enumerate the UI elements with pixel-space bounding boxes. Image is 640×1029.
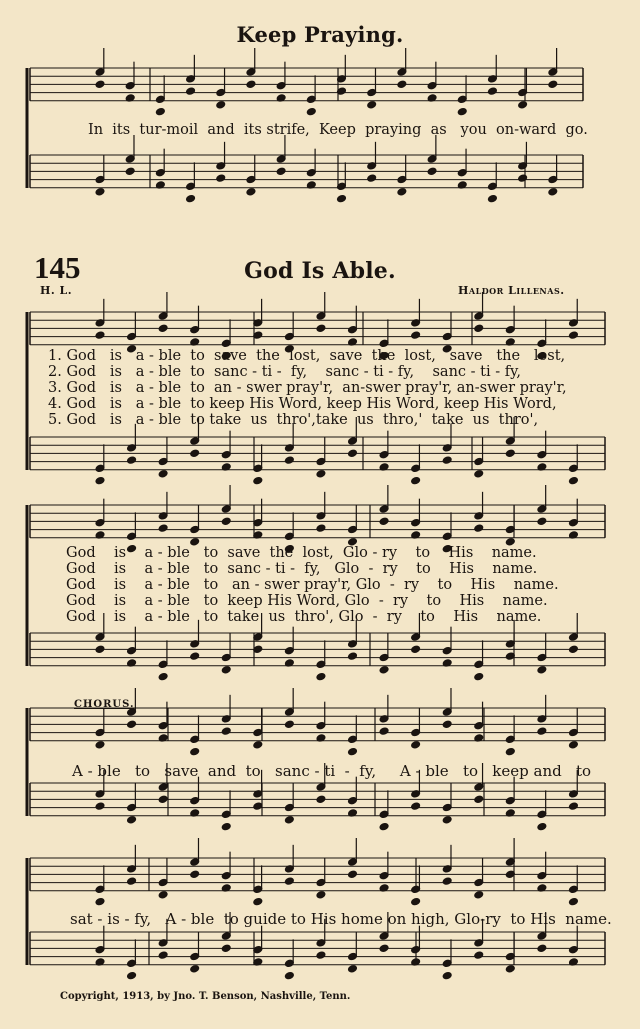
verses-line1-2: 2. God is a - ble to sanc - ti - fy, sanc - ti - fy, sanc - ti - fy, [48,364,521,380]
verses-line2-4: God is a - ble to keep His Word, Glo - ry to His name. [66,593,548,609]
hymn-title: God Is Able. [244,258,396,284]
verses-line1-1: 1. God is a - ble to save the lost, save the lost, save the lost, [48,348,566,364]
verses-line1-5: 5. God is a - ble to take us thro',take us thro,' take us thro', [48,412,539,428]
verses-line1-3: 3. God is a - ble to an - swer pray'r, an-swer pray'r, an-swer pray'r, [48,380,567,396]
verses-line2-1: God is a - ble to save the lost, Glo - ry to His name. [66,545,537,561]
hymn-author: H. L. [40,284,73,297]
header-hymn-title: Keep Praying. [236,22,404,47]
verses-line2-3: God is a - ble to an - swer pray'r, Glo - ry to His name. [66,577,559,593]
verses-line1-4: 4. God is a - ble to keep His Word, keep His Word, keep His Word, [48,396,557,412]
verses-line2-5: God is a - ble to take us thro', Glo - ry to His name. [66,609,542,625]
chorus-line2: sat - is - fy, A - ble to guide to His home on high, Glo-ry to His name. [70,910,612,928]
chorus-label: CHORUS. [74,699,135,710]
verses-line2-2: God is a - ble to sanc - ti - fy, Glo - ry to His name. [66,561,538,577]
hymn-composer: Haldor Lillenas. [458,284,565,297]
header-hymn-lyric: In its tur-moil and its strife, Keep praying as you on-ward go. [88,122,588,138]
chorus-line1: A - ble to save and to sanc - ti - fy, A - ble to keep and to [72,762,592,780]
copyright-notice: Copyright, 1913, by Jno. T. Benson, Nashville, Tenn. [60,991,351,1002]
hymn-number: 145 [34,250,81,285]
